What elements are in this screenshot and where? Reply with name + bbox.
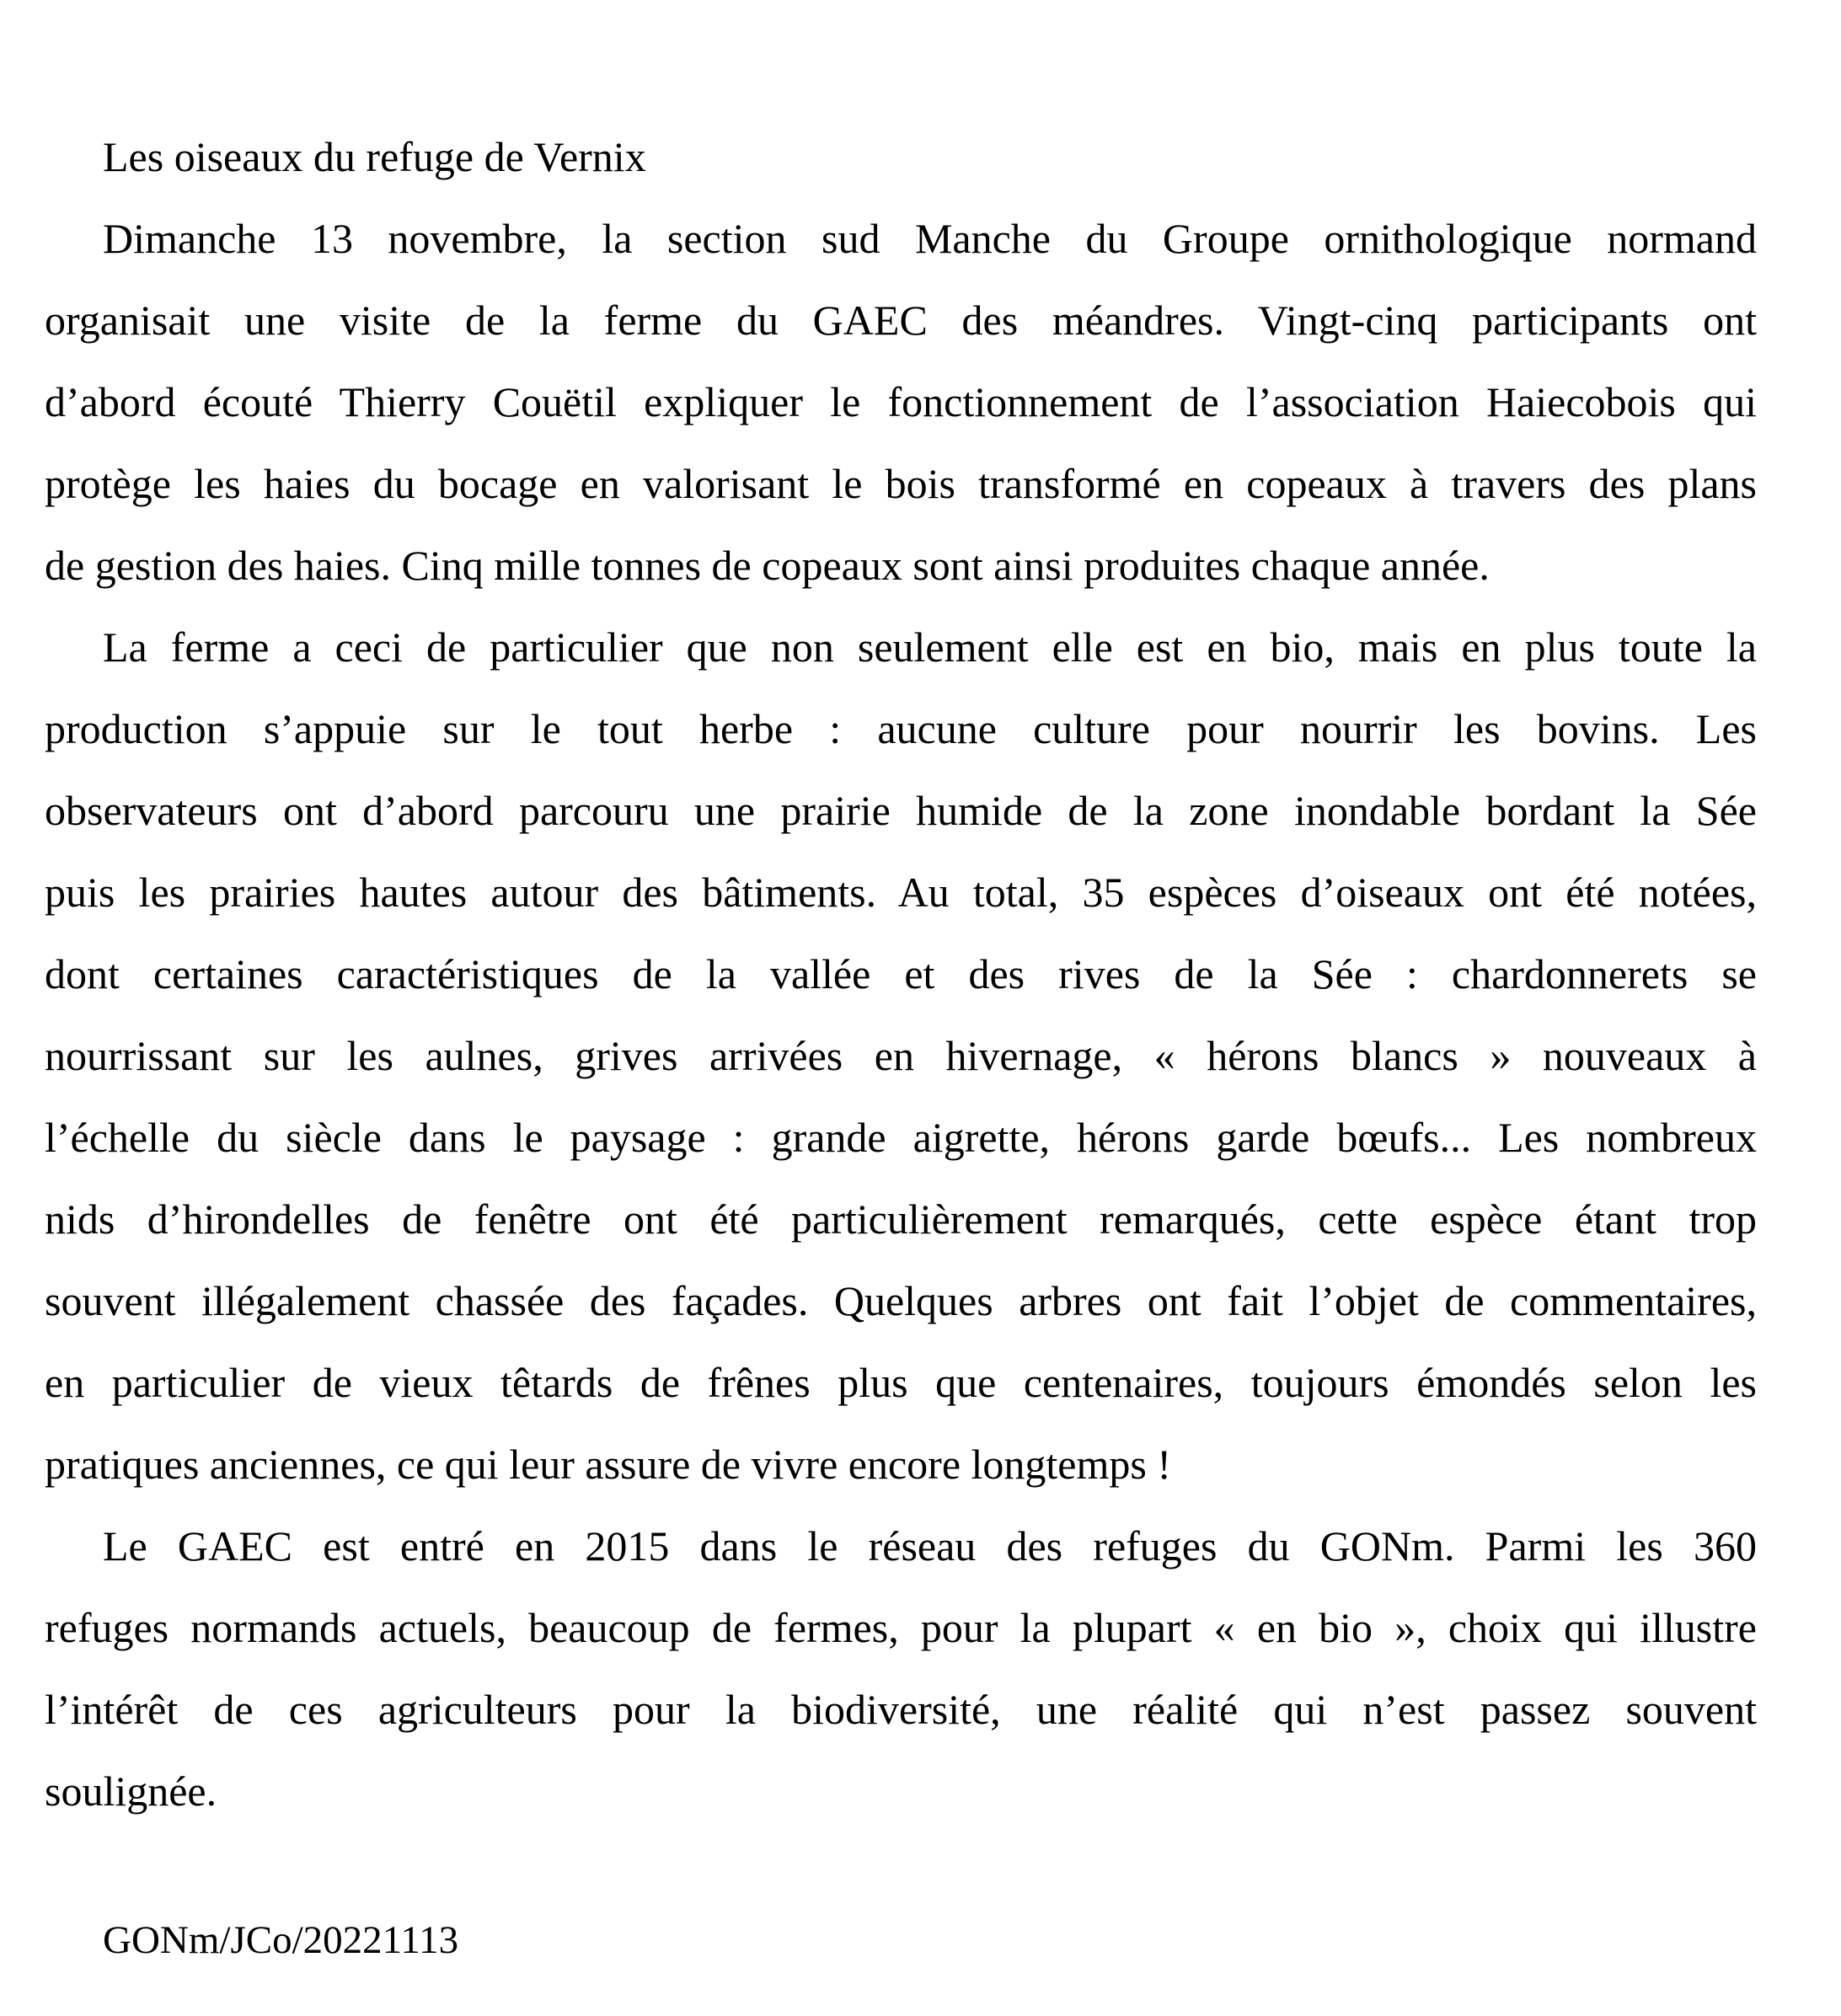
text-line: organisait une visite de la ferme du GAEC des méandres. Vingt-cinq participants ont	[45, 297, 1757, 344]
text-line: d’abord écouté Thierry Couëtil expliquer le fonctionnement de l’association Haiecobois qui	[45, 378, 1757, 425]
paragraph	[45, 607, 1757, 1505]
text-line: l’intérêt de ces agriculteurs pour la biodiversité, une réalité qui n’est passez souvent	[45, 1686, 1757, 1733]
text-line: soulignée.	[45, 1767, 217, 1815]
document-title: Les oiseaux du refuge de Vernix	[103, 133, 646, 180]
text-line: souvent illégalement chassée des façades. Quelques arbres ont fait l’objet de commentaires,	[45, 1277, 1757, 1324]
text-line: refuges normands actuels, beaucoup de fermes, pour la plupart « en bio », choix qui illustre	[45, 1604, 1757, 1651]
text-line: en particulier de vieux têtards de frênes plus que centenaires, toujours émondés selon les	[45, 1359, 1757, 1406]
text-line: de gestion des haies. Cinq mille tonnes de copeaux sont ainsi produites chaque année.	[45, 542, 1490, 589]
text-line: Dimanche 13 novembre, la section sud Manche du Groupe ornithologique normand	[103, 215, 1757, 262]
text-line: nids d’hirondelles de fenêtre ont été particulièrement remarqués, cette espèce étant trop	[45, 1195, 1757, 1243]
text-line: La ferme a ceci de particulier que non seulement elle est en bio, mais en plus toute la	[103, 623, 1757, 671]
text-line: production s’appuie sur le tout herbe : aucune culture pour nourrir les bovins. Les	[45, 705, 1757, 752]
text-line: puis les prairies hautes autour des bâtiments. Au total, 35 espèces d’oiseaux ont été notées,	[45, 869, 1757, 916]
text-line: l’échelle du siècle dans le paysage : grande aigrette, hérons garde bœufs... Les nombreux	[45, 1114, 1757, 1161]
document-footer: GONm/JCo/20221113	[103, 1918, 459, 1962]
paragraph	[45, 1505, 1757, 1832]
paragraph	[45, 198, 1757, 607]
text-line: protège les haies du bocage en valorisant le bois transformé en copeaux à travers des plans	[45, 460, 1757, 507]
text-line: pratiques anciennes, ce qui leur assure de vivre encore longtemps !	[45, 1441, 1171, 1488]
text-line: Le GAEC est entré en 2015 dans le réseau des refuges du GONm. Parmi les 360	[103, 1522, 1757, 1569]
text-line: observateurs ont d’abord parcouru une prairie humide de la zone inondable bordant la Sée	[45, 787, 1757, 834]
text-line: dont certaines caractéristiques de la vallée et des rives de la Sée : chardonnerets se	[45, 950, 1757, 997]
text-line: nourrissant sur les aulnes, grives arrivées en hivernage, « hérons blancs » nouveaux à	[45, 1032, 1757, 1079]
